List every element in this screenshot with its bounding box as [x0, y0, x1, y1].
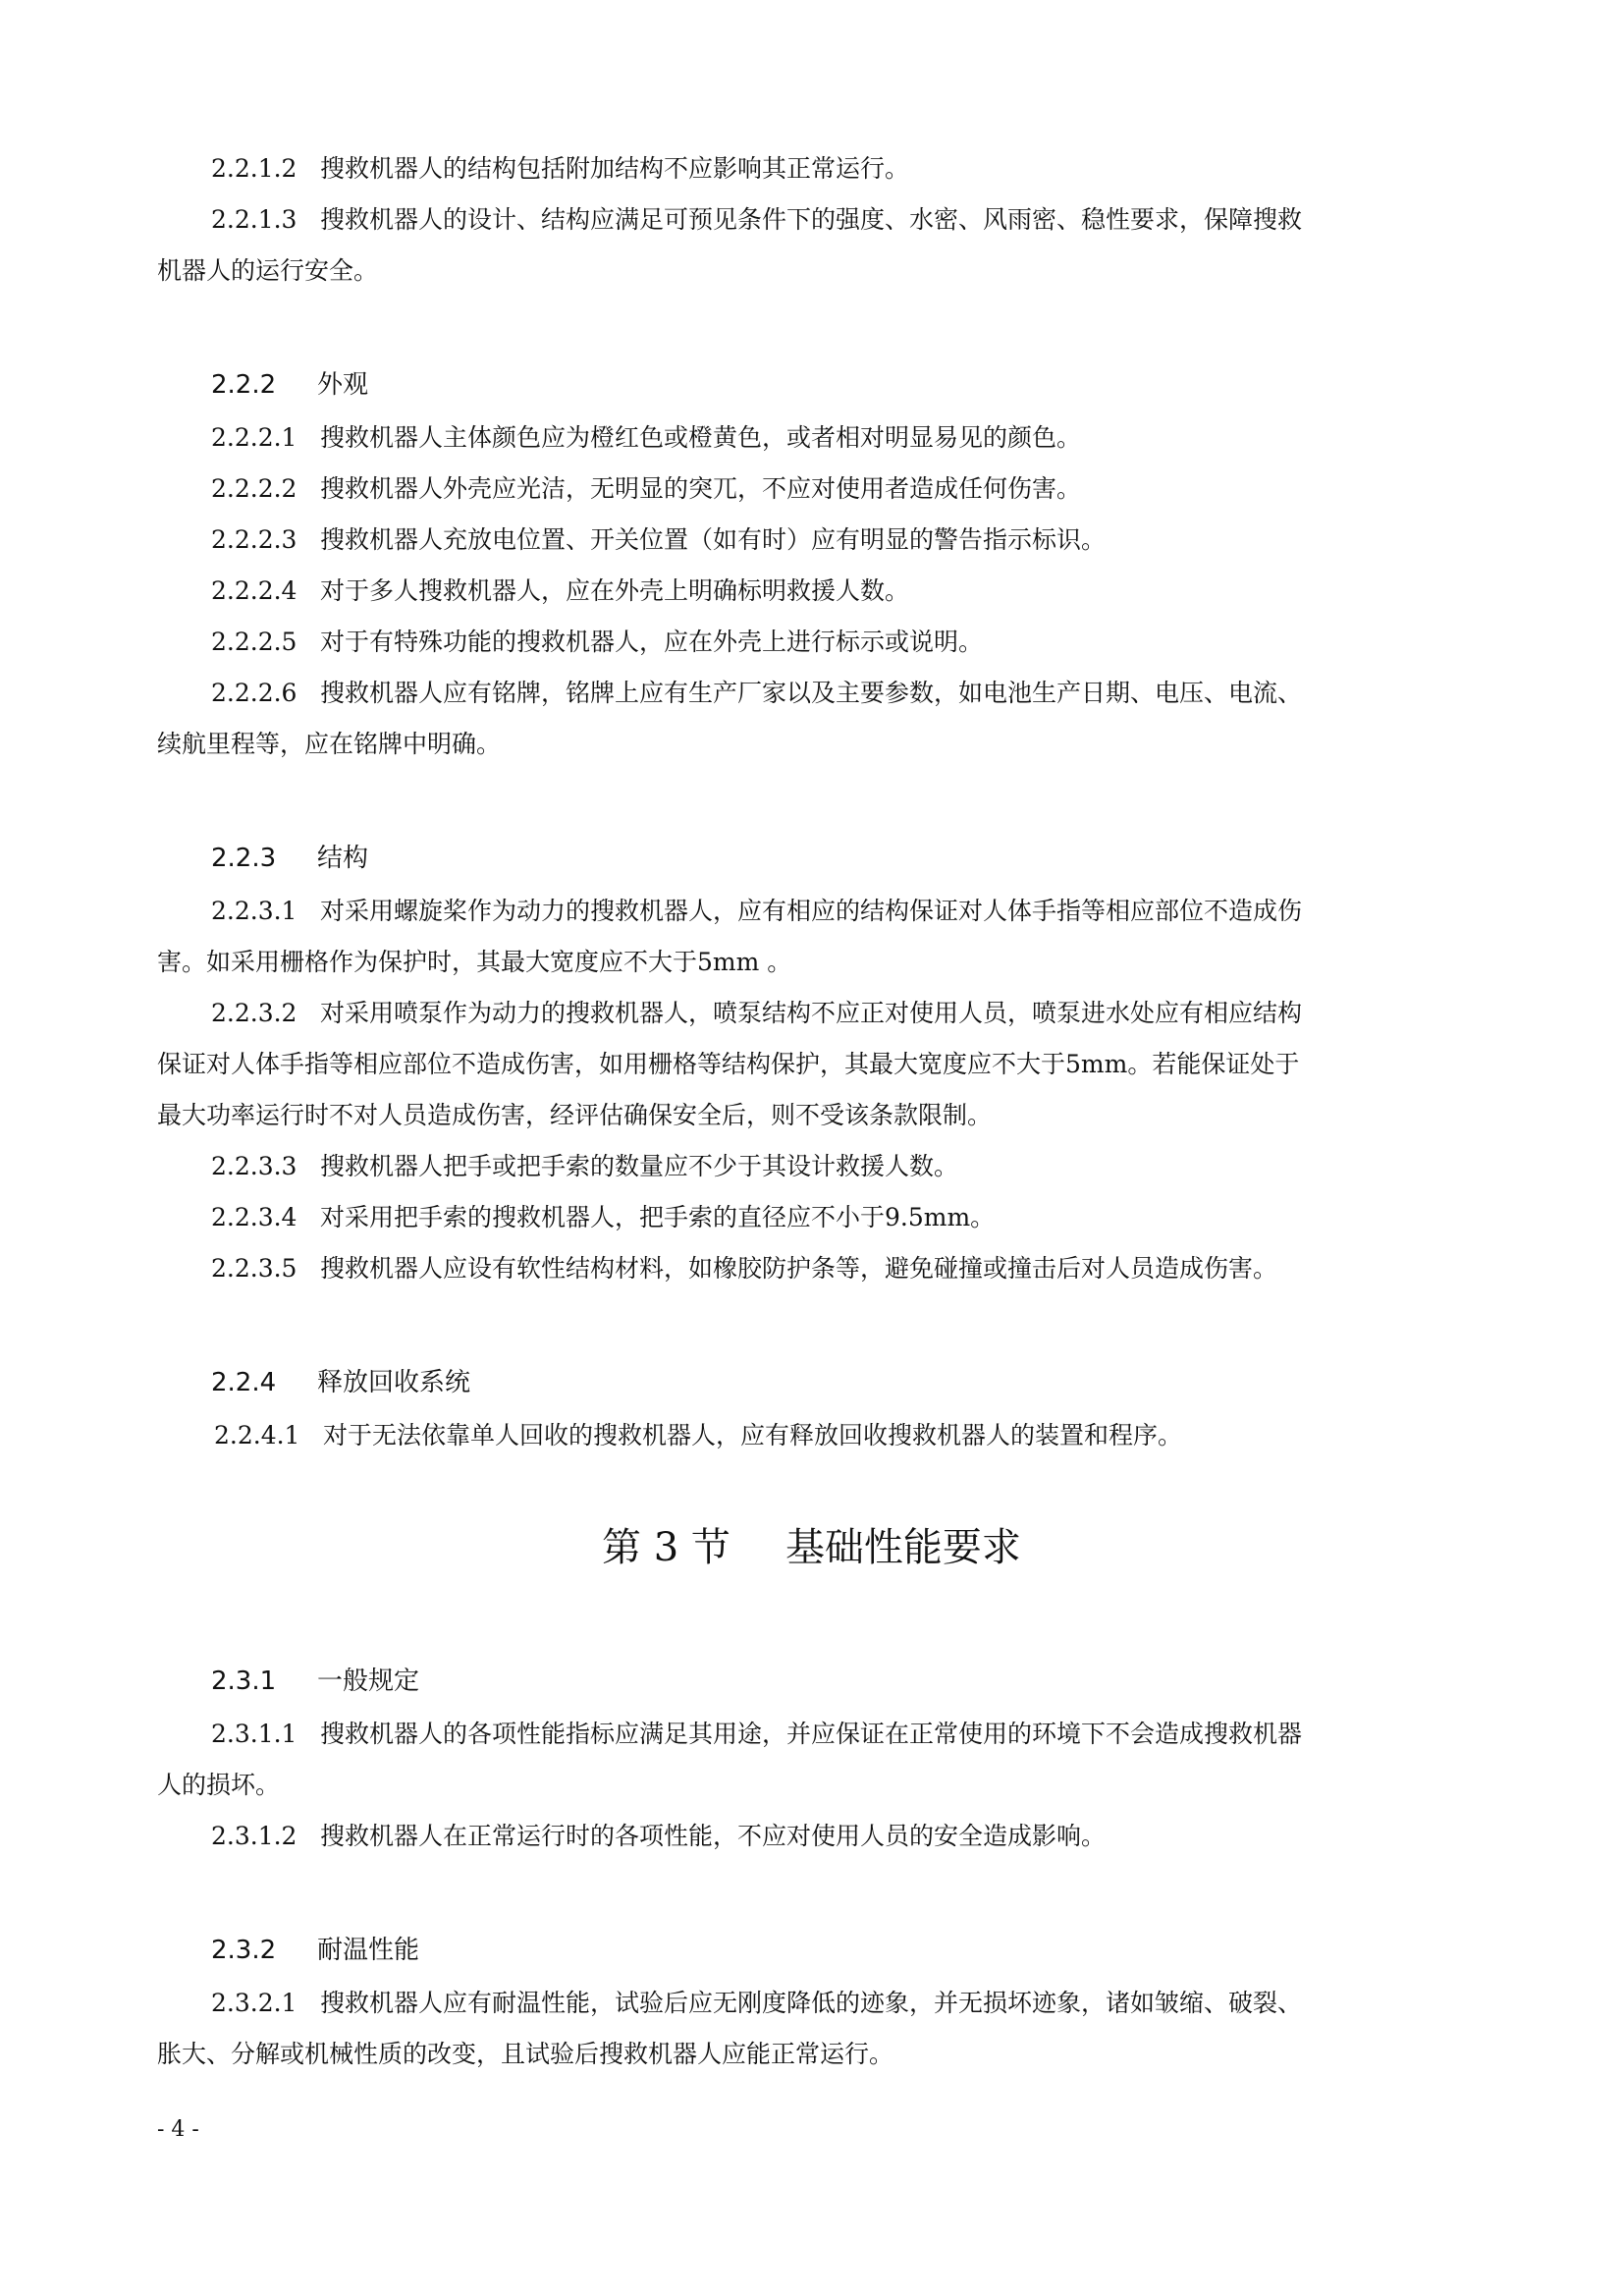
- clause-number: 2.2.1.3: [211, 205, 298, 234]
- paragraph-2-2-3-2: [211, 988, 1478, 1039]
- heading-number: 2.2.2: [211, 370, 277, 400]
- clause-text: 搜救机器人的设计、结构应满足可预见条件下的强度、水密、风雨密、稳性要求，保障搜救: [320, 205, 1303, 234]
- clause-text-continued: 续航里程等，应在铭牌中明确。: [157, 730, 502, 758]
- clause-number: 2.2.3.5: [211, 1254, 298, 1283]
- clause-text: 搜救机器人的结构包括附加结构不应影响其正常运行。: [320, 154, 910, 183]
- clause-text: 搜救机器人主体颜色应为橙红色或橙黄色，或者相对明显易见的颜色。: [320, 423, 1082, 452]
- paragraph-2-3-1-2: [211, 1811, 1478, 1862]
- paragraph-2-2-4-1: [214, 1410, 1481, 1461]
- page-number: - 4 -: [157, 2117, 199, 2142]
- paragraph-2-2-3-1: [211, 886, 1478, 937]
- paragraph-2-2-3-1-cont: [157, 937, 1424, 988]
- paragraph-2-2-2-1: [211, 412, 1478, 464]
- clause-number: 2.2.1.2: [211, 154, 298, 183]
- heading-title: 外观: [317, 370, 369, 400]
- clause-text: 对采用螺旋桨作为动力的搜救机器人，应有相应的结构保证对人体手指等相应部位不造成伤: [320, 897, 1303, 925]
- paragraph-2-2-2-6-cont: [157, 719, 1424, 770]
- heading-title: 结构: [317, 844, 369, 873]
- clause-text: 对采用喷泵作为动力的搜救机器人，喷泵结构不应正对使用人员，喷泵进水处应有相应结构: [320, 999, 1303, 1027]
- clause-number: 2.2.2.6: [211, 679, 298, 707]
- clause-text: 对采用把手索的搜救机器人，把手索的直径应不小于9.5mm。: [320, 1203, 996, 1231]
- heading-2-2-3: [211, 839, 1478, 878]
- heading-2-3-2: [211, 1931, 1478, 1970]
- paragraph-2-2-3-5: [211, 1243, 1478, 1294]
- paragraph-2-2-2-2: [211, 464, 1478, 515]
- paragraph-2-3-2-1-cont: [157, 2029, 1424, 2080]
- section-heading: 基础性能要求: [784, 1525, 1021, 1570]
- paragraph-2-3-1-1-cont: [157, 1760, 1424, 1811]
- clause-text: 搜救机器人的各项性能指标应满足其用途，并应保证在正常使用的环境下不会造成搜救机器: [320, 1720, 1303, 1748]
- paragraph-2-2-3-3: [211, 1141, 1478, 1192]
- clause-number: 2.2.4.1: [214, 1421, 300, 1449]
- paragraph-2-2-1-3-cont: [157, 246, 1424, 297]
- section-title: [0, 1518, 1623, 1577]
- clause-text: 搜救机器人充放电位置、开关位置（如有时）应有明显的警告指示标识。: [320, 525, 1107, 554]
- heading-number: 2.3.1: [211, 1667, 277, 1696]
- clause-number: 2.2.2.1: [211, 423, 298, 452]
- clause-text-continued: 人的损坏。: [157, 1771, 281, 1799]
- heading-title: 释放回收系统: [317, 1368, 471, 1397]
- paragraph-2-2-3-4: [211, 1192, 1478, 1243]
- clause-number: 2.2.3.3: [211, 1152, 298, 1180]
- clause-text-continued: 机器人的运行安全。: [157, 256, 379, 285]
- paragraph-2-2-2-6: [211, 668, 1478, 719]
- heading-number: 2.2.3: [211, 844, 277, 873]
- clause-number: 2.2.2.4: [211, 576, 298, 605]
- clause-text: 搜救机器人应有铭牌，铭牌上应有生产厂家以及主要参数，如电池生产日期、电压、电流、: [320, 679, 1303, 707]
- heading-title: 一般规定: [317, 1667, 420, 1696]
- section-label: 第 3 节: [602, 1525, 730, 1570]
- paragraph-2-2-2-5: [211, 617, 1478, 668]
- heading-number: 2.3.2: [211, 1936, 277, 1965]
- paragraph-2-2-2-4: [211, 566, 1478, 617]
- clause-text-continued: 害。如采用栅格作为保护时，其最大宽度应不大于5mm 。: [157, 948, 792, 976]
- paragraph-2-3-2-1: [211, 1978, 1478, 2029]
- clause-text: 搜救机器人把手或把手索的数量应不少于其设计救援人数。: [320, 1152, 959, 1180]
- paragraph-2-2-1-2: [211, 143, 1478, 194]
- clause-text-continued-2: 最大功率运行时不对人员造成伤害，经评估确保安全后，则不受该条款限制。: [157, 1101, 993, 1129]
- heading-2-2-2: [211, 365, 1478, 405]
- clause-number: 2.2.2.5: [211, 628, 298, 656]
- paragraph-2-2-3-2-cont2: [157, 1090, 1424, 1141]
- clause-number: 2.2.3.2: [211, 999, 298, 1027]
- paragraph-2-2-3-2-cont: [157, 1039, 1478, 1090]
- clause-number: 2.3.1.1: [211, 1720, 298, 1748]
- heading-number: 2.2.4: [211, 1368, 277, 1397]
- paragraph-2-2-1-3: [211, 194, 1478, 246]
- clause-number: 2.3.1.2: [211, 1822, 298, 1850]
- clause-text: 对于有特殊功能的搜救机器人，应在外壳上进行标示或说明。: [320, 628, 984, 656]
- clause-text: 对于无法依靠单人回收的搜救机器人，应有释放回收搜救机器人的装置和程序。: [323, 1421, 1183, 1449]
- paragraph-2-2-2-3: [211, 515, 1478, 566]
- clause-text: 搜救机器人应有耐温性能，试验后应无刚度降低的迹象，并无损坏迹象，诸如皱缩、破裂、: [320, 1989, 1303, 2017]
- clause-number: 2.2.2.2: [211, 474, 298, 503]
- clause-number: 2.2.2.3: [211, 525, 298, 554]
- heading-2-2-4: [211, 1363, 1478, 1402]
- clause-text: 搜救机器人外壳应光洁，无明显的突兀，不应对使用者造成任何伤害。: [320, 474, 1082, 503]
- heading-2-3-1: [211, 1662, 1478, 1701]
- heading-title: 耐温性能: [317, 1936, 420, 1965]
- clause-text: 对于多人搜救机器人，应在外壳上明确标明救援人数。: [320, 576, 910, 605]
- clause-text: 搜救机器人应设有软性结构材料，如橡胶防护条等，避免碰撞或撞击后对人员造成伤害。: [320, 1254, 1278, 1283]
- clause-text: 搜救机器人在正常运行时的各项性能，不应对使用人员的安全造成影响。: [320, 1822, 1107, 1850]
- clause-number: 2.3.2.1: [211, 1989, 298, 2017]
- paragraph-2-3-1-1: [211, 1709, 1478, 1760]
- clause-text-continued: 保证对人体手指等相应部位不造成伤害，如用栅格等结构保护，其最大宽度应不大于5mm。若能保证处于: [157, 1050, 1300, 1078]
- clause-text-continued: 胀大、分解或机械性质的改变，且试验后搜救机器人应能正常运行。: [157, 2040, 894, 2068]
- clause-number: 2.2.3.4: [211, 1203, 298, 1231]
- clause-number: 2.2.3.1: [211, 897, 298, 925]
